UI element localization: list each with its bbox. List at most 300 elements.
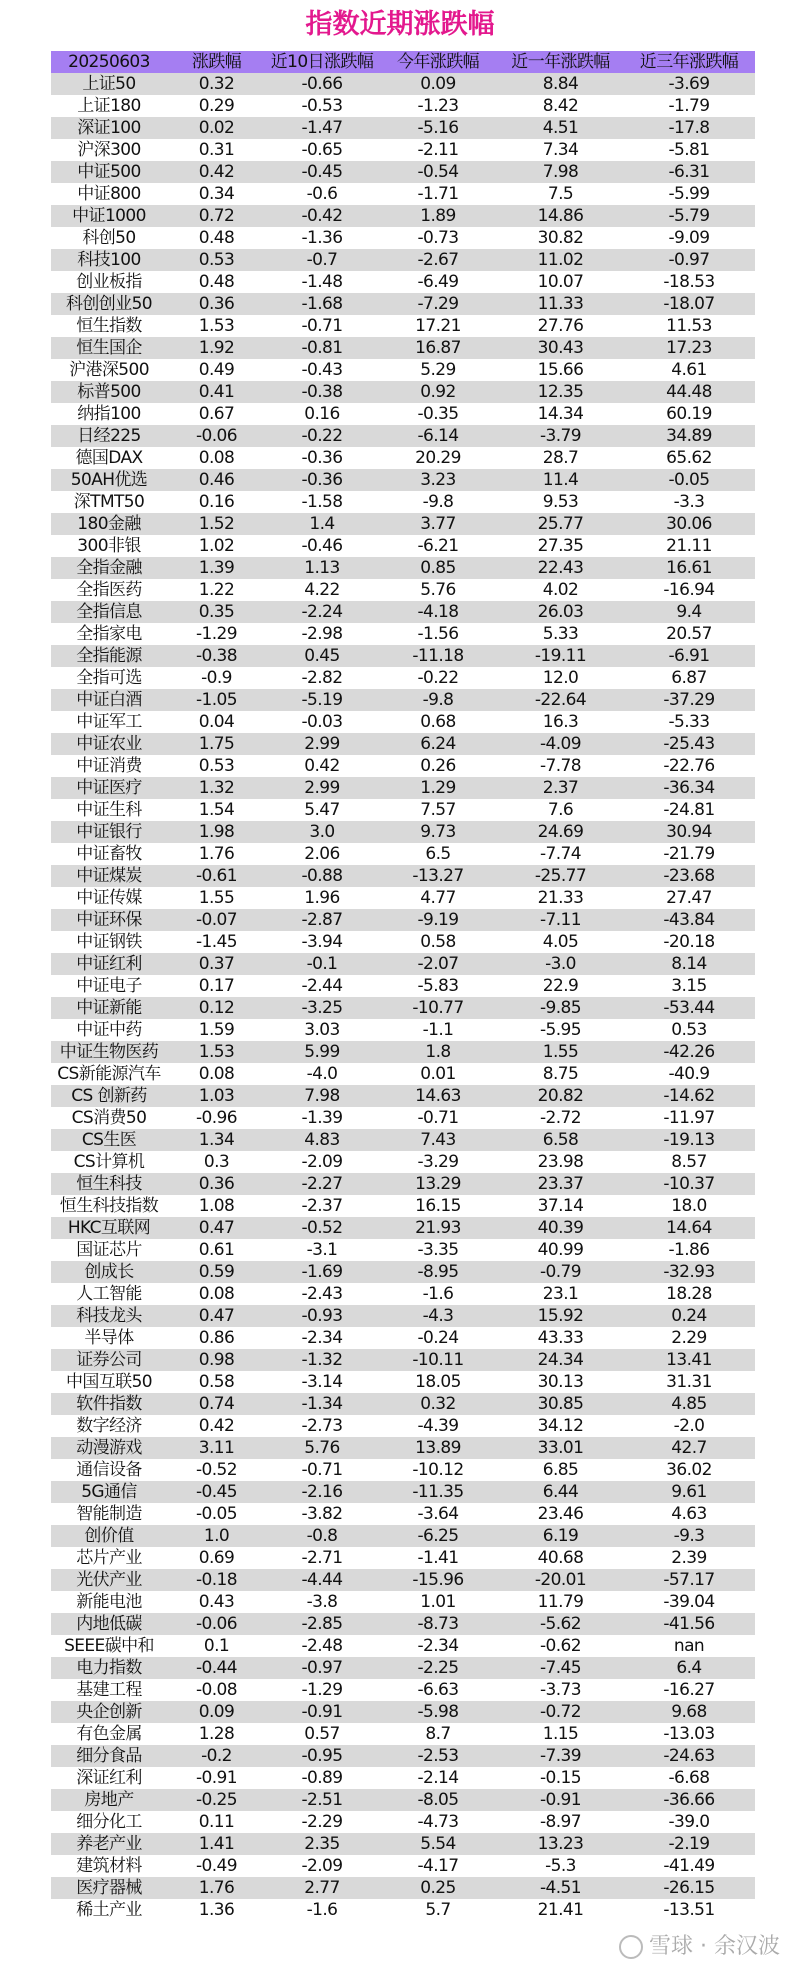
10day-change-cell: -1.29	[301, 1680, 343, 1700]
10day-change-cell: -1.39	[301, 1108, 343, 1128]
10day-change-cell: -2.44	[301, 976, 343, 996]
10day-change-cell: -0.95	[301, 1746, 343, 1766]
10day-change-cell: -2.29	[301, 1812, 343, 1832]
daily-change-cell: 0.1	[203, 1636, 230, 1656]
3year-change-cell: -19.13	[663, 1130, 715, 1150]
table-row	[51, 799, 755, 821]
10day-change-cell: 2.99	[304, 734, 340, 754]
10day-change-cell: -0.42	[301, 206, 343, 226]
daily-change-cell: 1.76	[198, 1878, 235, 1898]
ytd-change-cell: -8.05	[417, 1790, 459, 1810]
daily-change-cell: -0.96	[196, 1108, 237, 1128]
index-name-cell: 光伏产业	[76, 1570, 142, 1590]
ytd-change-cell: -4.73	[417, 1812, 459, 1832]
ytd-change-cell: -5.83	[417, 976, 459, 996]
daily-change-cell: 0.46	[198, 470, 235, 490]
3year-change-cell: 20.57	[666, 624, 712, 644]
index-name-cell: 芯片产业	[76, 1548, 142, 1568]
daily-change-cell: 1.59	[198, 1020, 235, 1040]
1year-change-cell: 13.23	[537, 1834, 584, 1854]
table-row	[51, 1635, 755, 1657]
daily-change-cell: 3.11	[198, 1438, 235, 1458]
3year-change-cell: 4.61	[671, 360, 707, 380]
ytd-change-cell: -3.35	[417, 1240, 459, 1260]
table-row	[51, 1569, 755, 1591]
10day-change-cell: -2.98	[301, 624, 343, 644]
3year-change-cell: -9.3	[673, 1526, 705, 1546]
ytd-change-cell: -5.98	[417, 1702, 459, 1722]
ytd-change-cell: -0.73	[417, 228, 459, 248]
index-name-cell: 恒生科技指数	[59, 1196, 159, 1216]
ytd-change-cell: 4.77	[420, 888, 456, 908]
1year-change-cell: 7.6	[547, 800, 574, 820]
index-name-cell: 中证军工	[76, 712, 142, 732]
table-row	[51, 381, 755, 403]
index-name-cell: 人工智能	[76, 1284, 142, 1304]
index-name-cell: 中证环保	[76, 910, 142, 930]
table-row	[51, 1195, 755, 1217]
3year-change-cell: -2.0	[673, 1416, 705, 1436]
index-name-cell: 中证医疗	[76, 778, 142, 798]
index-name-cell: 细分食品	[76, 1746, 142, 1766]
daily-change-cell: 0.69	[198, 1548, 235, 1568]
10day-change-cell: -1.48	[301, 272, 343, 292]
table-row	[51, 1811, 755, 1833]
ytd-change-cell: -1.6	[422, 1284, 454, 1304]
3year-change-cell: 18.0	[671, 1196, 707, 1216]
daily-change-cell: -0.49	[196, 1856, 237, 1876]
index-name-cell: 科创50	[82, 228, 136, 248]
daily-change-cell: 1.32	[198, 778, 235, 798]
1year-change-cell: 37.14	[537, 1196, 584, 1216]
table-row	[51, 1723, 755, 1745]
table-row	[51, 1833, 755, 1855]
index-name-cell: 科技100	[77, 250, 141, 270]
ytd-change-cell: 18.05	[415, 1372, 461, 1392]
ytd-change-cell: -8.95	[417, 1262, 459, 1282]
10day-change-cell: -0.36	[301, 448, 343, 468]
index-name-cell: 180金融	[77, 514, 141, 534]
ytd-change-cell: -1.23	[417, 96, 459, 116]
index-name-cell: 科技龙头	[76, 1306, 142, 1326]
table-row	[51, 1371, 755, 1393]
1year-change-cell: 5.33	[542, 624, 579, 644]
10day-change-cell: 3.03	[304, 1020, 340, 1040]
ytd-change-cell: 0.09	[420, 74, 456, 94]
1year-change-cell: 6.85	[542, 1460, 579, 1480]
header-1year-change: 近一年涨跌幅	[511, 52, 610, 72]
10day-change-cell: -1.36	[301, 228, 343, 248]
table-row	[51, 1151, 755, 1173]
1year-change-cell: 1.55	[542, 1042, 579, 1062]
daily-change-cell: 1.0	[203, 1526, 230, 1546]
3year-change-cell: -41.49	[663, 1856, 715, 1876]
3year-change-cell: -5.79	[668, 206, 710, 226]
header-daily-change: 涨跌幅	[191, 52, 242, 72]
table-row	[51, 491, 755, 513]
10day-change-cell: 0.45	[304, 646, 340, 666]
1year-change-cell: 26.03	[537, 602, 584, 622]
ytd-change-cell: -2.53	[417, 1746, 459, 1766]
1year-change-cell: -7.11	[540, 910, 581, 930]
ytd-change-cell: -0.22	[417, 668, 459, 688]
header-3year-change: 近三年涨跌幅	[639, 52, 739, 72]
index-name-cell: CS生医	[81, 1130, 137, 1150]
daily-change-cell: 1.55	[198, 888, 235, 908]
10day-change-cell: -0.03	[301, 712, 343, 732]
daily-change-cell: 0.08	[198, 1284, 235, 1304]
ytd-change-cell: -6.49	[417, 272, 459, 292]
1year-change-cell: 11.79	[537, 1592, 584, 1612]
index-name-cell: 中证中药	[76, 1020, 142, 1040]
table-row	[51, 513, 755, 535]
index-name-cell: 标普500	[77, 382, 141, 402]
3year-change-cell: 42.7	[671, 1438, 707, 1458]
1year-change-cell: 27.76	[537, 316, 584, 336]
1year-change-cell: 7.98	[542, 162, 579, 182]
ytd-change-cell: 0.26	[420, 756, 456, 776]
index-name-cell: 上证180	[77, 96, 141, 116]
table-row	[51, 1283, 755, 1305]
table-row	[51, 1789, 755, 1811]
daily-change-cell: 1.28	[198, 1724, 235, 1744]
10day-change-cell: -2.73	[301, 1416, 343, 1436]
index-name-cell: 纳指100	[77, 404, 141, 424]
index-name-cell: 细分化工	[76, 1812, 142, 1832]
1year-change-cell: 25.77	[537, 514, 584, 534]
daily-change-cell: 0.48	[198, 228, 235, 248]
ytd-change-cell: 1.8	[425, 1042, 451, 1062]
table-row	[51, 117, 755, 139]
10day-change-cell: -2.71	[301, 1548, 343, 1568]
ytd-change-cell: 5.29	[420, 360, 456, 380]
1year-change-cell: 40.68	[537, 1548, 584, 1568]
daily-change-cell: 1.75	[198, 734, 235, 754]
table-row	[51, 1085, 755, 1107]
table-body	[51, 73, 755, 1921]
1year-change-cell: -0.79	[540, 1262, 581, 1282]
10day-change-cell: -2.43	[301, 1284, 343, 1304]
1year-change-cell: 14.86	[537, 206, 584, 226]
ytd-change-cell: -6.14	[417, 426, 459, 446]
3year-change-cell: 9.68	[671, 1702, 707, 1722]
3year-change-cell: -24.63	[663, 1746, 715, 1766]
index-name-cell: 中证畜牧	[76, 844, 142, 864]
ytd-change-cell: -6.63	[417, 1680, 459, 1700]
table-row	[51, 865, 755, 887]
index-name-cell: 证券公司	[76, 1350, 142, 1370]
3year-change-cell: -2.19	[668, 1834, 710, 1854]
index-name-cell: 创价值	[84, 1526, 134, 1546]
3year-change-cell: -18.07	[663, 294, 715, 314]
1year-change-cell: 14.34	[537, 404, 584, 424]
3year-change-cell: 6.87	[671, 668, 707, 688]
3year-change-cell: -24.81	[663, 800, 715, 820]
index-name-cell: 中证500	[77, 162, 141, 182]
daily-change-cell: 0.98	[198, 1350, 235, 1370]
3year-change-cell: 0.53	[671, 1020, 707, 1040]
1year-change-cell: 23.37	[537, 1174, 584, 1194]
10day-change-cell: -2.34	[301, 1328, 343, 1348]
index-name-cell: 中证新能	[76, 998, 142, 1018]
table-row	[51, 953, 755, 975]
10day-change-cell: -2.24	[301, 602, 343, 622]
table-row	[51, 359, 755, 381]
ytd-change-cell: -4.18	[417, 602, 459, 622]
ytd-change-cell: -1.1	[422, 1020, 454, 1040]
table-row	[51, 1327, 755, 1349]
index-name-cell: 深证100	[77, 118, 141, 138]
1year-change-cell: 23.98	[537, 1152, 584, 1172]
3year-change-cell: 8.57	[671, 1152, 707, 1172]
1year-change-cell: -0.62	[540, 1636, 581, 1656]
ytd-change-cell: 0.58	[420, 932, 456, 952]
index-name-cell: 300非银	[77, 536, 141, 556]
table-row	[51, 535, 755, 557]
daily-change-cell: 0.72	[198, 206, 235, 226]
index-name-cell: 内地低碳	[76, 1614, 142, 1634]
table-row	[51, 425, 755, 447]
3year-change-cell: -10.37	[663, 1174, 715, 1194]
ytd-change-cell: -15.96	[412, 1570, 464, 1590]
table-row	[51, 1767, 755, 1789]
3year-change-cell: -16.94	[663, 580, 715, 600]
10day-change-cell: 1.13	[304, 558, 340, 578]
1year-change-cell: -3.73	[540, 1680, 581, 1700]
index-name-cell: CS 创新药	[71, 1086, 147, 1106]
1year-change-cell: 6.19	[542, 1526, 579, 1546]
10day-change-cell: -2.09	[301, 1152, 343, 1172]
daily-change-cell: 0.29	[198, 96, 235, 116]
ytd-change-cell: 8.7	[425, 1724, 451, 1744]
ytd-change-cell: -9.19	[417, 910, 459, 930]
10day-change-cell: -0.81	[301, 338, 343, 358]
1year-change-cell: 22.9	[542, 976, 579, 996]
1year-change-cell: 2.37	[542, 778, 579, 798]
table-row	[51, 1877, 755, 1899]
daily-change-cell: 1.08	[198, 1196, 235, 1216]
table-row	[51, 1041, 755, 1063]
daily-change-cell: 0.34	[198, 184, 235, 204]
header-ytd-change: 今年涨跌幅	[397, 52, 479, 72]
ytd-change-cell: -13.27	[412, 866, 464, 886]
ytd-change-cell: 7.57	[420, 800, 456, 820]
10day-change-cell: 2.77	[304, 1878, 340, 1898]
daily-change-cell: 0.35	[198, 602, 235, 622]
daily-change-cell: -0.08	[196, 1680, 237, 1700]
header-date: 20250603	[68, 52, 150, 72]
table-row	[51, 1305, 755, 1327]
daily-change-cell: 1.41	[198, 1834, 235, 1854]
1year-change-cell: 27.35	[537, 536, 584, 556]
3year-change-cell: -17.8	[668, 118, 710, 138]
index-name-cell: 国证芯片	[76, 1240, 142, 1260]
3year-change-cell: 21.11	[666, 536, 712, 556]
table-header-row	[51, 51, 755, 73]
10day-change-cell: 0.16	[304, 404, 340, 424]
daily-change-cell: 1.36	[198, 1900, 235, 1920]
3year-change-cell: 11.53	[666, 316, 712, 336]
1year-change-cell: 8.42	[542, 96, 579, 116]
table-row	[51, 1481, 755, 1503]
daily-change-cell: 0.04	[198, 712, 235, 732]
3year-change-cell: -22.76	[663, 756, 715, 776]
ytd-change-cell: -6.21	[417, 536, 459, 556]
10day-change-cell: -0.45	[301, 162, 343, 182]
3year-change-cell: 6.4	[676, 1658, 702, 1678]
1year-change-cell: 4.51	[542, 118, 579, 138]
daily-change-cell: 1.22	[198, 580, 235, 600]
1year-change-cell: 23.46	[537, 1504, 584, 1524]
1year-change-cell: 10.07	[537, 272, 584, 292]
ytd-change-cell: -1.41	[417, 1548, 459, 1568]
index-name-cell: 新能电池	[76, 1592, 142, 1612]
10day-change-cell: -3.82	[301, 1504, 343, 1524]
3year-change-cell: -39.04	[663, 1592, 715, 1612]
3year-change-cell: 9.4	[676, 602, 702, 622]
index-name-cell: 央企创新	[76, 1702, 142, 1722]
daily-change-cell: -0.25	[196, 1790, 237, 1810]
index-name-cell: 全指医药	[76, 580, 142, 600]
10day-change-cell: -2.82	[301, 668, 343, 688]
ytd-change-cell: -2.34	[417, 1636, 459, 1656]
1year-change-cell: 7.5	[547, 184, 574, 204]
ytd-change-cell: -6.25	[417, 1526, 459, 1546]
daily-change-cell: -0.91	[196, 1768, 237, 1788]
3year-change-cell: -57.17	[663, 1570, 715, 1590]
table-row	[51, 249, 755, 271]
table-row	[51, 73, 755, 95]
table-row	[51, 733, 755, 755]
daily-change-cell: 0.02	[198, 118, 235, 138]
index-name-cell: 恒生指数	[76, 316, 142, 336]
3year-change-cell: -6.91	[668, 646, 710, 666]
table-row	[51, 755, 755, 777]
10day-change-cell: -0.88	[301, 866, 343, 886]
1year-change-cell: 6.44	[542, 1482, 579, 1502]
daily-change-cell: 1.03	[198, 1086, 235, 1106]
1year-change-cell: 24.34	[537, 1350, 584, 1370]
1year-change-cell: 28.7	[542, 448, 579, 468]
ytd-change-cell: 13.29	[415, 1174, 461, 1194]
ytd-change-cell: -10.77	[412, 998, 464, 1018]
1year-change-cell: 7.34	[542, 140, 579, 160]
ytd-change-cell: -3.29	[417, 1152, 459, 1172]
ytd-change-cell: -9.8	[422, 690, 454, 710]
1year-change-cell: -19.11	[534, 646, 587, 666]
index-name-cell: 养老产业	[76, 1834, 142, 1854]
ytd-change-cell: 14.63	[415, 1086, 461, 1106]
ytd-change-cell: 0.85	[420, 558, 456, 578]
1year-change-cell: 8.84	[542, 74, 579, 94]
table-row	[51, 975, 755, 997]
daily-change-cell: 0.74	[198, 1394, 235, 1414]
3year-change-cell: 16.61	[666, 558, 712, 578]
daily-change-cell: -0.44	[196, 1658, 237, 1678]
table-row	[51, 1349, 755, 1371]
10day-change-cell: -0.91	[301, 1702, 343, 1722]
table-row	[51, 1613, 755, 1635]
table-row	[51, 1173, 755, 1195]
3year-change-cell: -43.84	[663, 910, 715, 930]
index-name-cell: 软件指数	[76, 1394, 142, 1414]
1year-change-cell: -0.15	[540, 1768, 581, 1788]
3year-change-cell: 0.24	[671, 1306, 707, 1326]
3year-change-cell: -39.0	[668, 1812, 710, 1832]
index-name-cell: 5G通信	[81, 1482, 137, 1502]
1year-change-cell: 15.92	[537, 1306, 584, 1326]
3year-change-cell: -1.86	[668, 1240, 710, 1260]
1year-change-cell: -7.78	[540, 756, 581, 776]
daily-change-cell: -0.38	[196, 646, 237, 666]
daily-change-cell: 0.32	[198, 74, 235, 94]
ytd-change-cell: 5.54	[420, 1834, 456, 1854]
index-name-cell: 全指家电	[76, 624, 142, 644]
3year-change-cell: -36.34	[663, 778, 715, 798]
table-row	[51, 1701, 755, 1723]
table-row	[51, 337, 755, 359]
index-name-cell: 全指信息	[76, 602, 142, 622]
daily-change-cell: -1.05	[196, 690, 237, 710]
index-name-cell: 德国DAX	[75, 448, 143, 468]
ytd-change-cell: 0.01	[420, 1064, 456, 1084]
3year-change-cell: -5.81	[668, 140, 710, 160]
index-name-cell: 深证红利	[76, 1768, 142, 1788]
1year-change-cell: 33.01	[537, 1438, 584, 1458]
10day-change-cell: -0.22	[301, 426, 343, 446]
3year-change-cell: 34.89	[666, 426, 712, 446]
10day-change-cell: 0.57	[304, 1724, 340, 1744]
ytd-change-cell: -0.35	[417, 404, 459, 424]
ytd-change-cell: 1.29	[420, 778, 456, 798]
index-name-cell: 电力指数	[76, 1658, 142, 1678]
10day-change-cell: -3.94	[301, 932, 343, 952]
10day-change-cell: 7.98	[304, 1086, 340, 1106]
daily-change-cell: 0.49	[198, 360, 235, 380]
ytd-change-cell: 17.21	[415, 316, 461, 336]
ytd-change-cell: -10.11	[412, 1350, 464, 1370]
10day-change-cell: -1.32	[301, 1350, 343, 1370]
ytd-change-cell: -9.8	[422, 492, 454, 512]
index-name-cell: 智能制造	[76, 1504, 142, 1524]
ytd-change-cell: -0.54	[417, 162, 459, 182]
3year-change-cell: -42.26	[663, 1042, 715, 1062]
index-performance-table	[51, 51, 755, 1921]
10day-change-cell: 4.22	[304, 580, 340, 600]
daily-change-cell: 0.37	[198, 954, 235, 974]
table-row	[51, 1393, 755, 1415]
table-row	[51, 227, 755, 249]
snowball-logo-icon	[619, 1935, 643, 1959]
ytd-change-cell: -11.18	[412, 646, 464, 666]
10day-change-cell: -0.36	[301, 470, 343, 490]
3year-change-cell: -0.05	[668, 470, 710, 490]
1year-change-cell: 8.75	[542, 1064, 579, 1084]
ytd-change-cell: -4.39	[417, 1416, 459, 1436]
daily-change-cell: 0.53	[198, 250, 235, 270]
10day-change-cell: -4.0	[306, 1064, 338, 1084]
1year-change-cell: 4.05	[542, 932, 579, 952]
index-name-cell: 动漫游戏	[76, 1438, 142, 1458]
1year-change-cell: -3.0	[545, 954, 576, 974]
10day-change-cell: -0.66	[301, 74, 343, 94]
table-row	[51, 271, 755, 293]
3year-change-cell: 30.06	[666, 514, 712, 534]
daily-change-cell: 0.08	[198, 448, 235, 468]
table-row	[51, 1063, 755, 1085]
1year-change-cell: 43.33	[537, 1328, 584, 1348]
ytd-change-cell: -5.16	[417, 118, 459, 138]
